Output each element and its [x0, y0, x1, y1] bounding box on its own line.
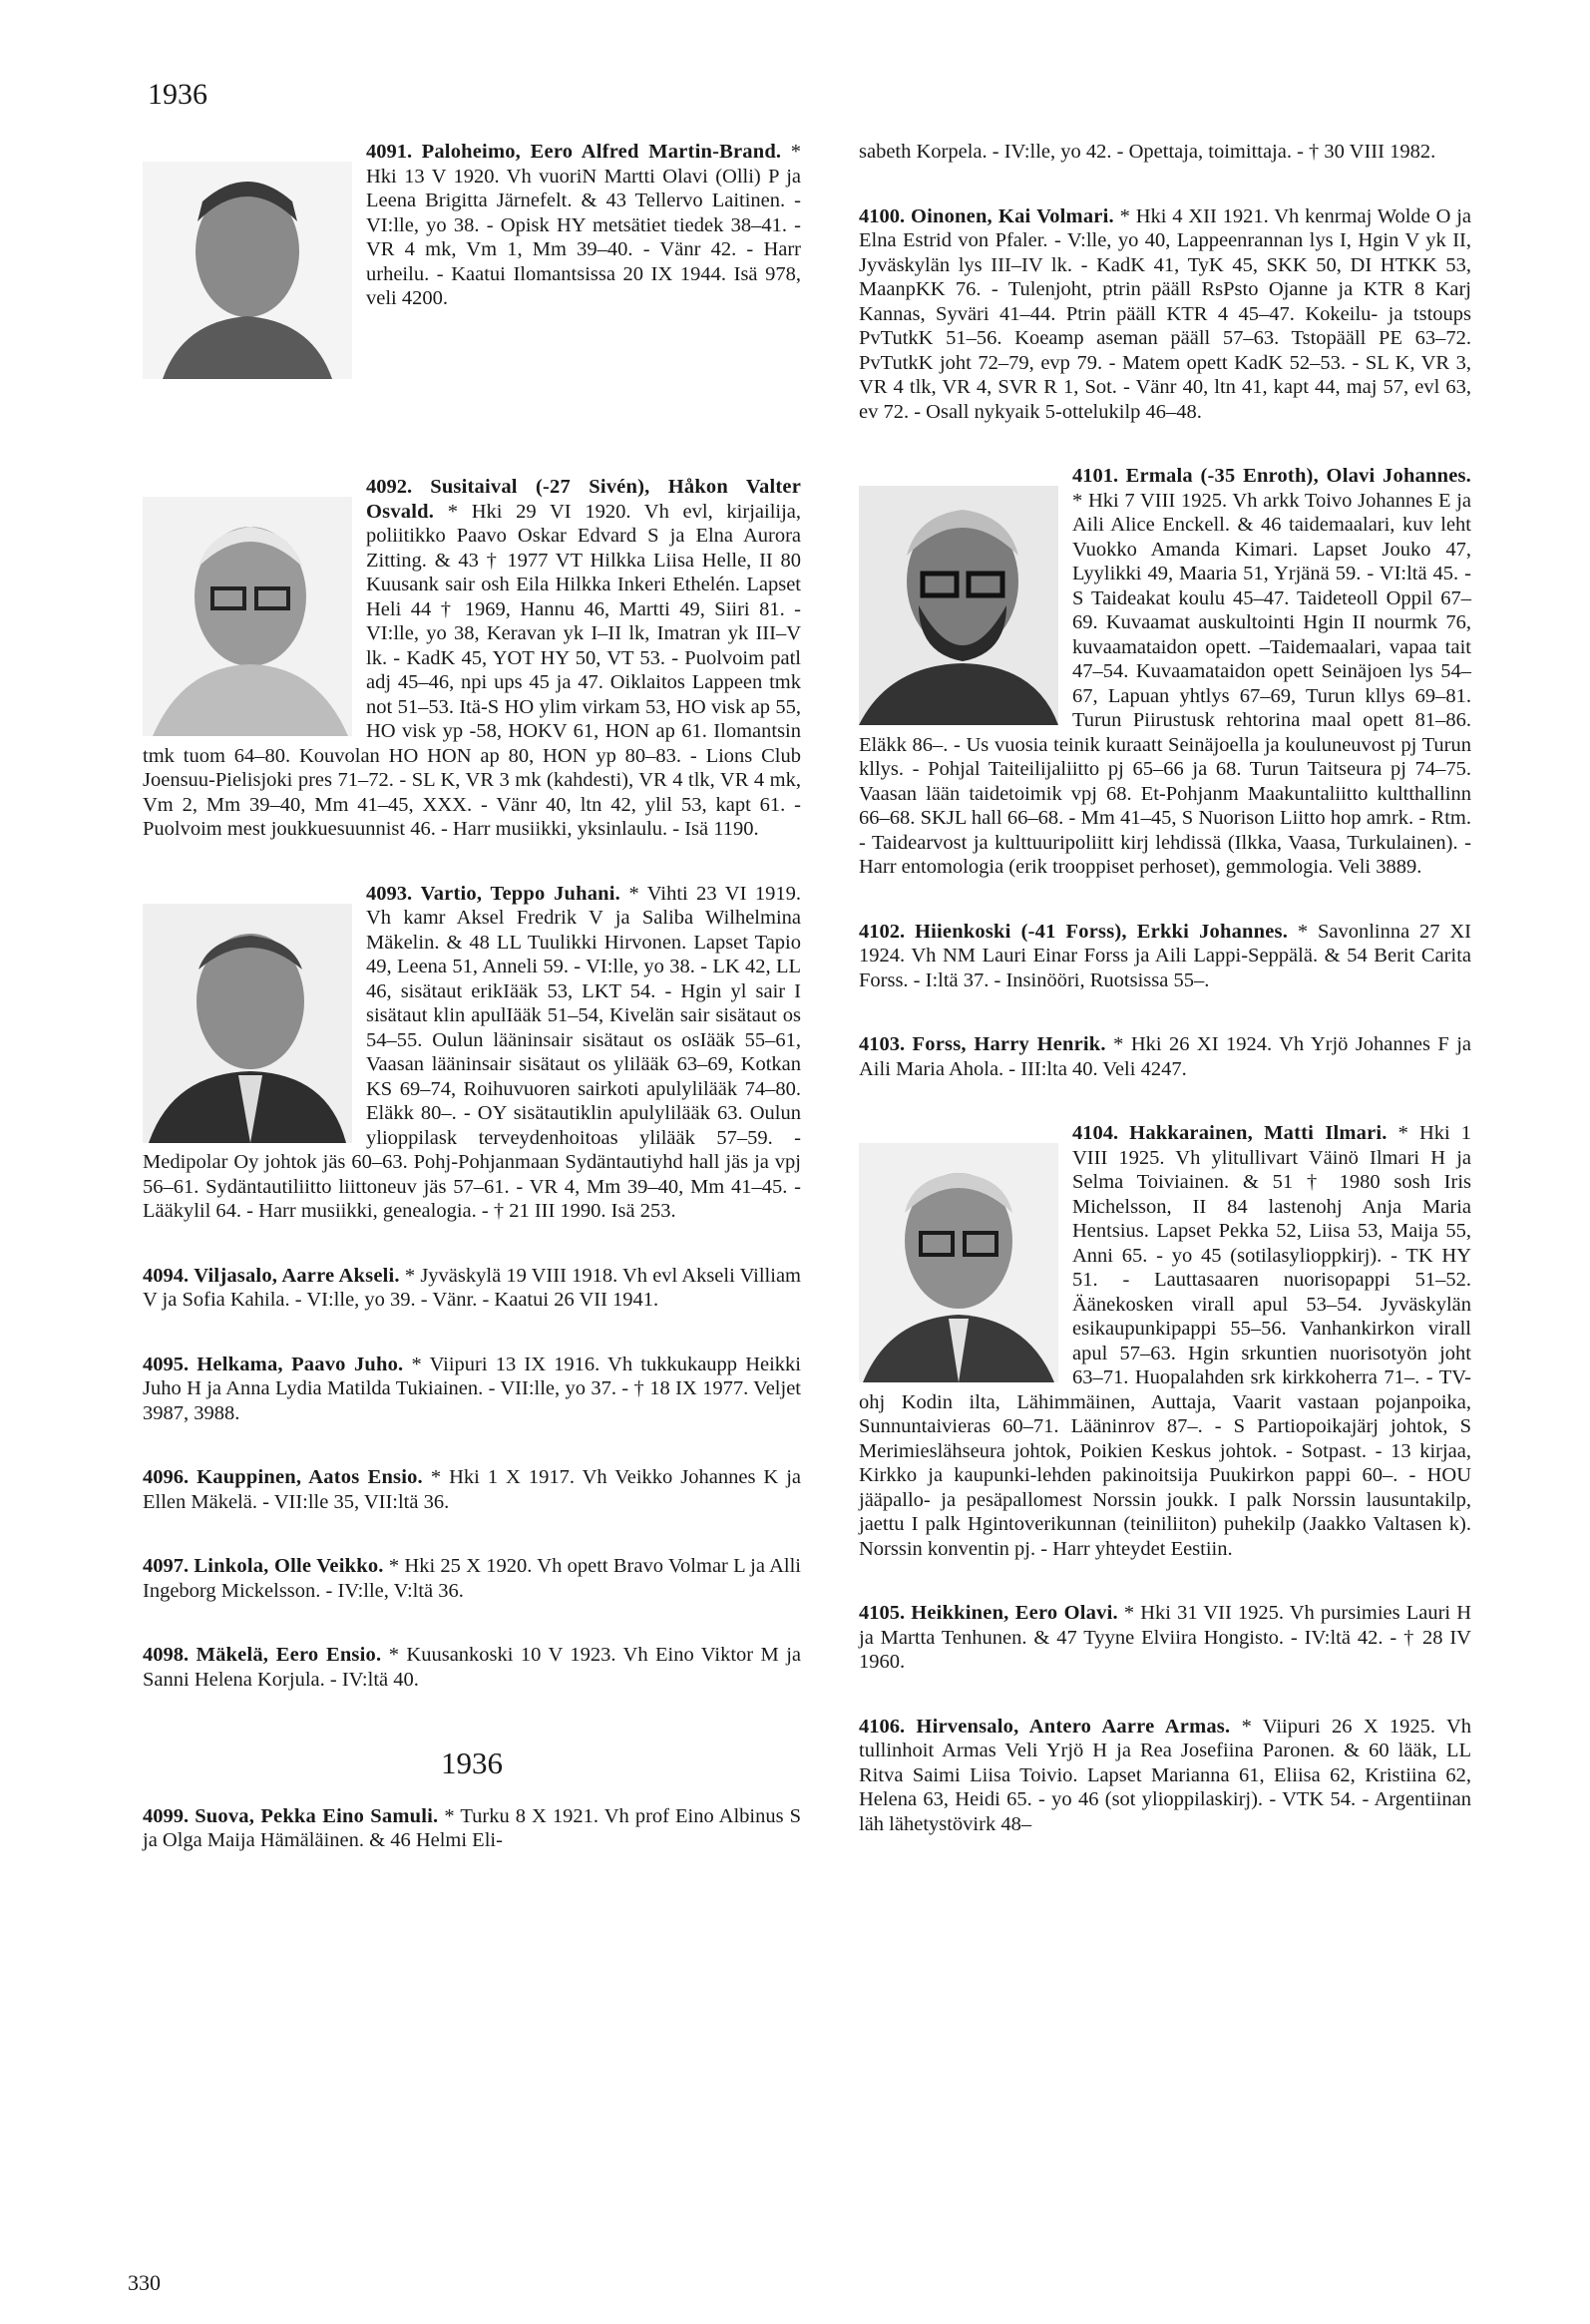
entry-4091	[143, 140, 801, 439]
entry-text: * Savonlinna 27 XI 1924. Vh NM Lauri Einar Forss ja Aili Lappi-Seppälä. & 54 Berit Carita Forss. - I:ltä 37. - Insinööri, Ruotsissa 55–.	[859, 920, 1471, 991]
entry-number: 4102.	[859, 920, 906, 943]
continued-text-4099: sabeth Korpela. - IV:lle, yo 42. - Opettaja, toimittaja. - † 30 VIII 1982.	[859, 141, 1436, 163]
entry-name: Helkama, Paavo Juho.	[197, 1353, 404, 1375]
entry-name: Suova, Pekka Eino Samuli.	[195, 1804, 439, 1827]
entry-4105	[859, 1601, 1471, 1675]
photo-man-beard-glasses	[859, 486, 1058, 725]
photo-man-suit	[143, 904, 352, 1143]
entry-number: 4106.	[859, 1715, 906, 1738]
entry-number: 4094.	[143, 1264, 190, 1287]
entry-number: 4096.	[143, 1466, 190, 1488]
entry-name: Kauppinen, Aatos Ensio.	[197, 1466, 423, 1488]
entry-4096	[143, 1465, 801, 1514]
photo-man-glasses-tie	[859, 1143, 1058, 1382]
entry-number: 4101.	[1072, 465, 1119, 487]
entry-name: Oinonen, Kai Volmari.	[910, 204, 1114, 227]
entry-text: * Hki 13 V 1920. Vh vuoriN Martti Olavi (Olli) P ja Leena Brigitta Järnefelt. & 43 Tellervo Laitinen. - VI:lle, yo 38. - Opisk HY metsätiet tiedek 38–41. - VR 4 mk, Vm 1, Mm 39–40. - Vänr 42. - Harr urheilu. - Kaatui Ilomantsissa 20 IX 1944. Isä 978, veli 4200.	[366, 141, 802, 309]
entry-name: Ermala (-35 Enroth), Olavi Johannes.	[1125, 465, 1471, 487]
entry-name: Linkola, Olle Veikko.	[194, 1555, 384, 1577]
entry-4101	[859, 464, 1471, 880]
entry-text: * Hki 29 VI 1920. Vh evl, kirjailija, poliitikko Paavo Oskar Edvard S ja Elna Aurora Zitting. & 43 † 1977 VT Hilkka Liisa Helle, II 80 Kuusank sair osh Eila Hilkka Inkeri Ethelén. Lapset Heli 44 † 1969, Hannu 46, Martti 49, Siiri 81. - VI:lle, yo 38, Keravan yk I–II lk, Imatran yk III–V lk. - KadK 45, YOT HY 50, VT 53. - Puolvoim patl adj 45–46, npi ups 45 ja 47. Oiklaitos Lappeen tmk not 51–53. Itä-S HO ylim virkam 53, HO visk ap 55, HO visk yp -58, HOKV 61, HON ap 61. Ilomantsin tmk tuom 64–80. Kouvolan HO HON ap 80, HON yp 80–83. - Lions Club Joensuu-Pielisjoki pres 71–72. - SL K, VR 3 mk (kahdesti), VR 4 tlk, VR 4 mk, Vm 2, Mm 39–40, Mm 41–45, XXX. - Vänr 40, ltn 42, ylil 53, kapt 61. - Puolvoim mest joukkuesuunnist 46. - Harr musiikki, yksinlaulu. - Isä 1190.	[143, 500, 801, 840]
entry-4099	[143, 1804, 801, 1853]
entry-text: * Viipuri 13 IX 1916. Vh tukkukaupp Heikki Juho H ja Anna Lydia Matilda Tukiainen. - VII:lle, yo 37. - † 18 IX 1977. Veljet 3987, 3988.	[143, 1353, 802, 1424]
entry-text: * Viipuri 26 X 1925. Vh tullinhoit Armas Veli Yrjö H ja Rea Josefiina Paronen. & 60 lääk, LL Ritva Saimi Liisa Toivio. Lapset Marianna 61, Eliisa 62, Kristiina 62, Helena 63, Heidi 65. - yo 46 (sot ylioppilaskirj). - VTK 54. - Argentiinan läh lähetystövirk 48–	[859, 1715, 1472, 1835]
entry-4093	[143, 882, 801, 1224]
entry-text: * Hki 25 X 1920. Vh opett Bravo Volmar L ja Alli Ingeborg Mickelsson. - IV:lle, V:ltä 36.	[143, 1555, 801, 1602]
entry-number: 4092.	[366, 476, 413, 498]
entry-name: Heikkinen, Eero Olavi.	[911, 1602, 1118, 1624]
entry-name: Viljasalo, Aarre Akseli.	[194, 1264, 400, 1287]
entry-text: * Hki 1 VIII 1925. Vh ylitullivart Väinö Ilmari H ja Selma Toiviainen. & 51 † 1980 sosh Iris Michelsson, II 84 lastenohj Anja Maria Hentsius. Lapset Pekka 52, Liisa 53, Maija 55, Anni 65. - yo 45 (sotilasylioppkirj). - TK HY 51. - Lauttasaaren nuorisopappi 51–52. Äänekosken virall apul 53–54. Jyväskylän esikaupunkipappi 55–56. Vanhankirkon virall apul 57–63. Hgin srkuntien nuorisotyön joht 63–71. Huopalahden srk kirkkoherra 71–. - TV-ohj Kodin ilta, Lähimmäinen, Auttaja, Vaarit vastaan pojanpoika, Sunnuntaivieras 60–71. Lääninrov 87–. - S Partiopoikajärj johtok, S Merimieslähseura johtok, Poikien Keskus johtok. - Sotpast. - 13 kirjaa, Kirkko ja kaupunki-lehden pakinoitsija Puukirkon pappi 60–. - HOU jääpallo- ja pesäpallomest Norssin joukk. I palk Norssin lausuntakilp, jaettu I palk Hgintoverikunnan (teiniliiton) puhekilp (Jaakko Valtasen k). Norssin konventin pj. - Harr yhteydet Eestiin.	[859, 1122, 1472, 1560]
entry-4098	[143, 1643, 801, 1692]
entry-4103	[859, 1032, 1471, 1081]
entry-name: Hirvensalo, Antero Aarre Armas.	[916, 1715, 1231, 1738]
entry-text: * Hki 1 X 1917. Vh Veikko Johannes K ja Ellen Mäkelä. - VII:lle 35, VII:ltä 36.	[143, 1466, 801, 1513]
entry-name: Vartio, Teppo Juhani.	[420, 882, 620, 905]
entry-name: Paloheimo, Eero Alfred Martin-Brand.	[421, 141, 782, 163]
entry-number: 4105.	[859, 1602, 906, 1624]
entry-4094	[143, 1264, 801, 1313]
page-number: 330	[128, 2270, 161, 2295]
entry-number: 4099.	[143, 1804, 190, 1827]
entry-text: * Jyväskylä 19 VIII 1918. Vh evl Akseli Villiam V ja Sofia Kahila. - VI:lle, yo 39. - Vänr. - Kaatui 26 VII 1941.	[143, 1264, 801, 1311]
entry-4100	[859, 204, 1471, 425]
mid-page-year: 1936	[441, 1745, 503, 1780]
entry-number: 4100.	[859, 204, 906, 227]
entry-number: 4098.	[143, 1644, 190, 1666]
entry-text: * Hki 7 VIII 1925. Vh arkk Toivo Johannes E ja Aili Alice Enckell. & 46 taidemaalari, kuv leht Vuokko Amanda Kimari. Lapset Jouko 47, Lyylikki 49, Maaria 51, Yrjänä 59. - VI:ltä 45. - S Taideakat koulu 45–47. Taideteoll Oppil 67–69. Kuvaamat auskultointi Hgin II nourmk 76, kuvaamataidon opett. –Taidemaalari, vapaa tait 47–54. Kuvaamataidon opett Seinäjoen lys 54–67, Lapuan yhtlys 67–69, Turun kllys 69–81. Turun Piirustusk rehtorina maal opett 81–86. Eläkk 86–. - Us vuosia teinik kuraatt Seinäjoella ja kouluneuvost pj Turun kllys. - Pohjal Taiteilijaliitto pj 65–66 ja 68. Turun Taitseura pj 74–75. Vaasan lään taidetoimik vpj 68. Et-Pohjanm Maakuntaliitto kultthallinn 66–68. SKJL hall 66–68. - Mm 41–45, S Nuorison Liitto hop amrk. - Rtm. - Taidearvost ja kulttuuripoliitt kirj lehdissä (Ilkka, Vaasa, Turkulainen). - Harr entomologia (erik trooppiset perhoset), gemmologia. Veli 3889.	[859, 489, 1471, 878]
entry-text: * Vihti 23 VI 1919. Vh kamr Aksel Fredrik V ja Saliba Wilhelmina Mäkelin. & 48 LL Tuulikki Hirvonen. Lapset Tapio 49, Leena 51, Anneli 59. - VI:lle, yo 38. - LK 42, LL 46, sisätaut erikIääk 53, LKT 54. - Hgin yl sair I sisätaut klin apulIääk 51–54, Kivelän sair sisätaut os 54–55. Oulun lääninsair sisätaut os osIääk 55–61, Vaasan lääninsair sisätaut os ylilääk 63–69, Kotkan KS 69–74, Roihuvuoren sairkoti apulylilääk 74–80. Eläkk 80–. - OY sisätautiklin apulylilääk 63. Oulun ylioppilask terveydenhoitoas ylilääk 57–59. - Medipolar Oy johtok jäs 60–63. Pohj-Pohjanmaan Sydäntautiyhd hall jäs ja vpj 56–61. Sydäntautiliitto liittoneuv jäs 57–61. - VR 4, Mm 39–40, Mm 41–45. - Lääkylil 64. - Harr musiikki, genealogia. - † 21 III 1990. Isä 253.	[143, 882, 801, 1222]
right-column	[859, 140, 1471, 1876]
entry-name: Forss, Harry Henrik.	[912, 1033, 1106, 1055]
photo-man-glasses	[143, 497, 352, 736]
entry-text: * Turku 8 X 1921. Vh prof Eino Albinus S ja Olga Maija Hämäläinen. & 46 Helmi Eli-	[143, 1804, 802, 1851]
entry-text: * Kuusankoski 10 V 1923. Vh Eino Viktor M ja Sanni Helena Korjula. - IV:ltä 40.	[143, 1644, 801, 1691]
entry-4104	[859, 1121, 1471, 1561]
entry-4106	[859, 1715, 1471, 1837]
entry-number: 4093.	[366, 882, 413, 905]
entry-name: Hiienkoski (-41 Forss), Erkki Johannes.	[914, 920, 1289, 943]
entry-number: 4103.	[859, 1033, 906, 1055]
entry-name: Susitaival (-27 Sivén), Håkon Valter Osvald.	[366, 476, 801, 523]
left-column	[143, 140, 801, 1893]
entry-number: 4095.	[143, 1353, 190, 1375]
entry-text: * Hki 31 VII 1925. Vh pursimies Lauri H ja Martta Tenhunen. & 47 Tyyne Elviira Hongisto. - IV:ltä 42. - † 28 IV 1960.	[859, 1602, 1472, 1673]
photo-young-man-uniform	[143, 162, 352, 379]
entry-number: 4097.	[143, 1555, 190, 1577]
entry-4092	[143, 475, 801, 842]
entry-name: Hakkarainen, Matti Ilmari.	[1129, 1122, 1388, 1144]
entry-number: 4091.	[366, 141, 413, 163]
entry-4095	[143, 1353, 801, 1426]
entry-4102	[859, 920, 1471, 993]
entry-text: * Hki 4 XII 1921. Vh kenrmaj Wolde O ja Elna Estrid von Pfaler. - V:lle, yo 40, Lappeenrannan lys I, Hgin V yk II, Jyväskylän lys III–IV lk. - KadK 41, TyK 45, SKK 50, DI HTKK 53, MaanpKK 76. - Tulenjoht, ptrin pääll RsPsto Ojanne ja KTR 8 Karj Kannas, Syväri 41–44. Ptrin pääll KTR 4 45–47. Kokeilu- ja tstoups PvTutkK 51–56. Koeamp aseman pääll 57–63. Tstopääll PE 63–72. PvTutkK joht 72–79, evp 79. - Matem opett KadK 52–53. - SL K, VR 3, VR 4 tlk, VR 4, SVR R 1, Sot. - Vänr 40, ltn 41, kapt 44, maj 57, evl 63, ev 72. - Osall nykyaik 5-ottelukilp 46–48.	[859, 204, 1472, 423]
entry-text: * Hki 26 XI 1924. Vh Yrjö Johannes F ja Aili Maria Ahola. - III:lta 40. Veli 4247.	[859, 1033, 1472, 1080]
entry-name: Mäkelä, Eero Ensio.	[196, 1644, 382, 1666]
entry-number: 4104.	[1072, 1122, 1119, 1144]
running-head-year: 1936	[148, 78, 207, 111]
entry-4097	[143, 1554, 801, 1603]
